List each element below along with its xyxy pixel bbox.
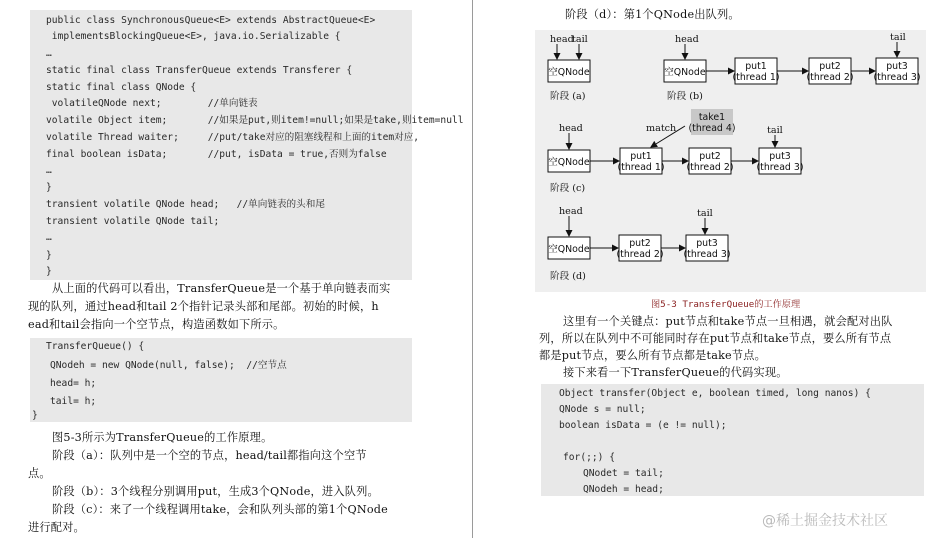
empty-qnode-label: 空QNode xyxy=(548,157,590,168)
head-label: head xyxy=(559,123,583,134)
code-line: QNodeh = head; xyxy=(583,484,664,495)
code-line: QNodet = tail; xyxy=(583,468,664,479)
code-line: boolean isData = (e != null); xyxy=(559,420,727,431)
thread4-label: (thread 4) xyxy=(688,123,736,134)
code-line: } xyxy=(32,410,38,421)
head-label: head xyxy=(550,34,574,45)
code-line: QNode s = null; xyxy=(559,404,646,415)
thread1-label: (thread 1) xyxy=(732,72,780,83)
code-line: } xyxy=(46,266,52,277)
code-line: … xyxy=(46,48,52,59)
tail-label: tail xyxy=(572,34,588,45)
thread2-label: (thread 2) xyxy=(616,249,664,260)
figure-transfer-queue xyxy=(535,30,926,292)
code-line: volatileQNode next; //单向链表 xyxy=(46,98,258,109)
paragraph: 这里有一个关键点：put节点和take节点一旦相遇，就会配对出队 xyxy=(563,315,893,328)
put2-label: put2 xyxy=(699,151,721,162)
put1-label: put1 xyxy=(745,61,767,72)
tail-label: tail xyxy=(890,32,906,43)
code-line: Object transfer(Object e, boolean timed, long nanos) { xyxy=(559,388,871,399)
code-line: final boolean isData; //put, isData = true,否则为false xyxy=(46,149,387,160)
paragraph: 图5-3所示为TransferQueue的工作原理。 xyxy=(52,431,273,444)
code-line: … xyxy=(46,232,52,243)
code-line: for(;;) { xyxy=(563,452,615,463)
tail-label: tail xyxy=(767,125,783,136)
code-block-transfer xyxy=(541,384,924,496)
put2-label: put2 xyxy=(819,61,841,72)
paragraph: 列，所以在队列中不可能同时存在put节点和take节点，要么所有节点 xyxy=(539,332,892,345)
head-label: head xyxy=(675,34,699,45)
paragraph: 阶段（b）：3个线程分别调用put，生成3个QNode，进入队列。 xyxy=(52,485,379,498)
code-line: } xyxy=(46,182,52,193)
match-label: match xyxy=(646,123,677,134)
paragraph: 现的队列，通过head和tail 2个指针记录头部和尾部。初始的时候，h xyxy=(28,300,379,313)
put1-label: put1 xyxy=(630,151,652,162)
code-line: static final class TransferQueue extends Transferer { xyxy=(46,65,353,76)
figure-caption: 图5-3 TransferQueue的工作原理 xyxy=(651,299,801,310)
code-line: volatile Object item; //如果是put,则item!=null;如果是take,则item=null xyxy=(46,115,464,126)
paragraph: ead和tail会指向一个空节点，构造函数如下所示。 xyxy=(28,318,285,331)
put3-label: put3 xyxy=(696,238,718,249)
paragraph: 阶段（c）：来了一个线程调用take，会和队列头部的第1个QNode xyxy=(52,503,388,516)
take1-label: take1 xyxy=(698,112,726,123)
code-line: public class SynchronousQueue<E> extends AbstractQueue<E> xyxy=(46,15,376,26)
paragraph: 点。 xyxy=(28,467,51,480)
code-line: } xyxy=(46,250,52,261)
thread3-label: (thread 3) xyxy=(873,72,921,83)
code-line: tail= h; xyxy=(50,396,97,407)
paragraph: 阶段（d）：第1个QNode出队列。 xyxy=(565,8,740,21)
code-line: TransferQueue() { xyxy=(46,341,145,352)
put2-label: put2 xyxy=(629,238,651,249)
thread2-label: (thread 2) xyxy=(686,162,734,173)
paragraph: 阶段（a）：队列中是一个空的节点，head/tail都指向这个空节 xyxy=(52,449,367,462)
paragraph: 从上面的代码可以看出，TransferQueue是一个基于单向链表而实 xyxy=(52,282,391,295)
code-line: static final class QNode { xyxy=(46,82,197,93)
stage-b-label: 阶段 (b) xyxy=(667,91,703,102)
code-line: implementsBlockingQueue<E>, java.io.Serializable { xyxy=(46,31,341,42)
empty-qnode-label: 空QNode xyxy=(664,67,706,78)
page-divider xyxy=(472,0,473,538)
code-line: head= h; xyxy=(50,378,97,389)
empty-qnode-label: 空QNode xyxy=(548,244,590,255)
code-line: … xyxy=(46,165,52,176)
tail-label: tail xyxy=(697,208,713,219)
stage-a-label: 阶段 (a) xyxy=(550,91,586,102)
code-line: volatile Thread waiter; //put/take对应的阻塞线程和上面的item对应, xyxy=(46,132,420,143)
put3-label: put3 xyxy=(886,61,908,72)
stage-c-label: 阶段 (c) xyxy=(550,183,586,194)
code-line: transient volatile QNode head; //单向链表的头和尾 xyxy=(46,199,325,210)
code-line: transient volatile QNode tail; xyxy=(46,216,220,227)
paragraph: 都是put节点，要么所有节点都是take节点。 xyxy=(539,349,767,362)
code-block-synchronous-queue xyxy=(30,10,464,280)
thread1-label: (thread 1) xyxy=(617,162,665,173)
code-block-constructor xyxy=(30,338,412,422)
watermark: @稀土掘金技术社区 xyxy=(762,513,888,529)
thread3-label: (thread 3) xyxy=(683,249,731,260)
code-line: QNodeh = new QNode(null, false); //空节点 xyxy=(50,360,287,371)
put3-label: put3 xyxy=(769,151,791,162)
empty-qnode-label: 空QNode xyxy=(548,67,590,78)
paragraph: 进行配对。 xyxy=(28,521,85,534)
head-label: head xyxy=(559,206,583,217)
stage-d-label: 阶段 (d) xyxy=(550,271,586,282)
thread2-label: (thread 2) xyxy=(806,72,854,83)
paragraph: 接下来看一下TransferQueue的代码实现。 xyxy=(563,366,788,379)
transfer-queue-diagram xyxy=(535,30,926,292)
thread3-label: (thread 3) xyxy=(756,162,804,173)
